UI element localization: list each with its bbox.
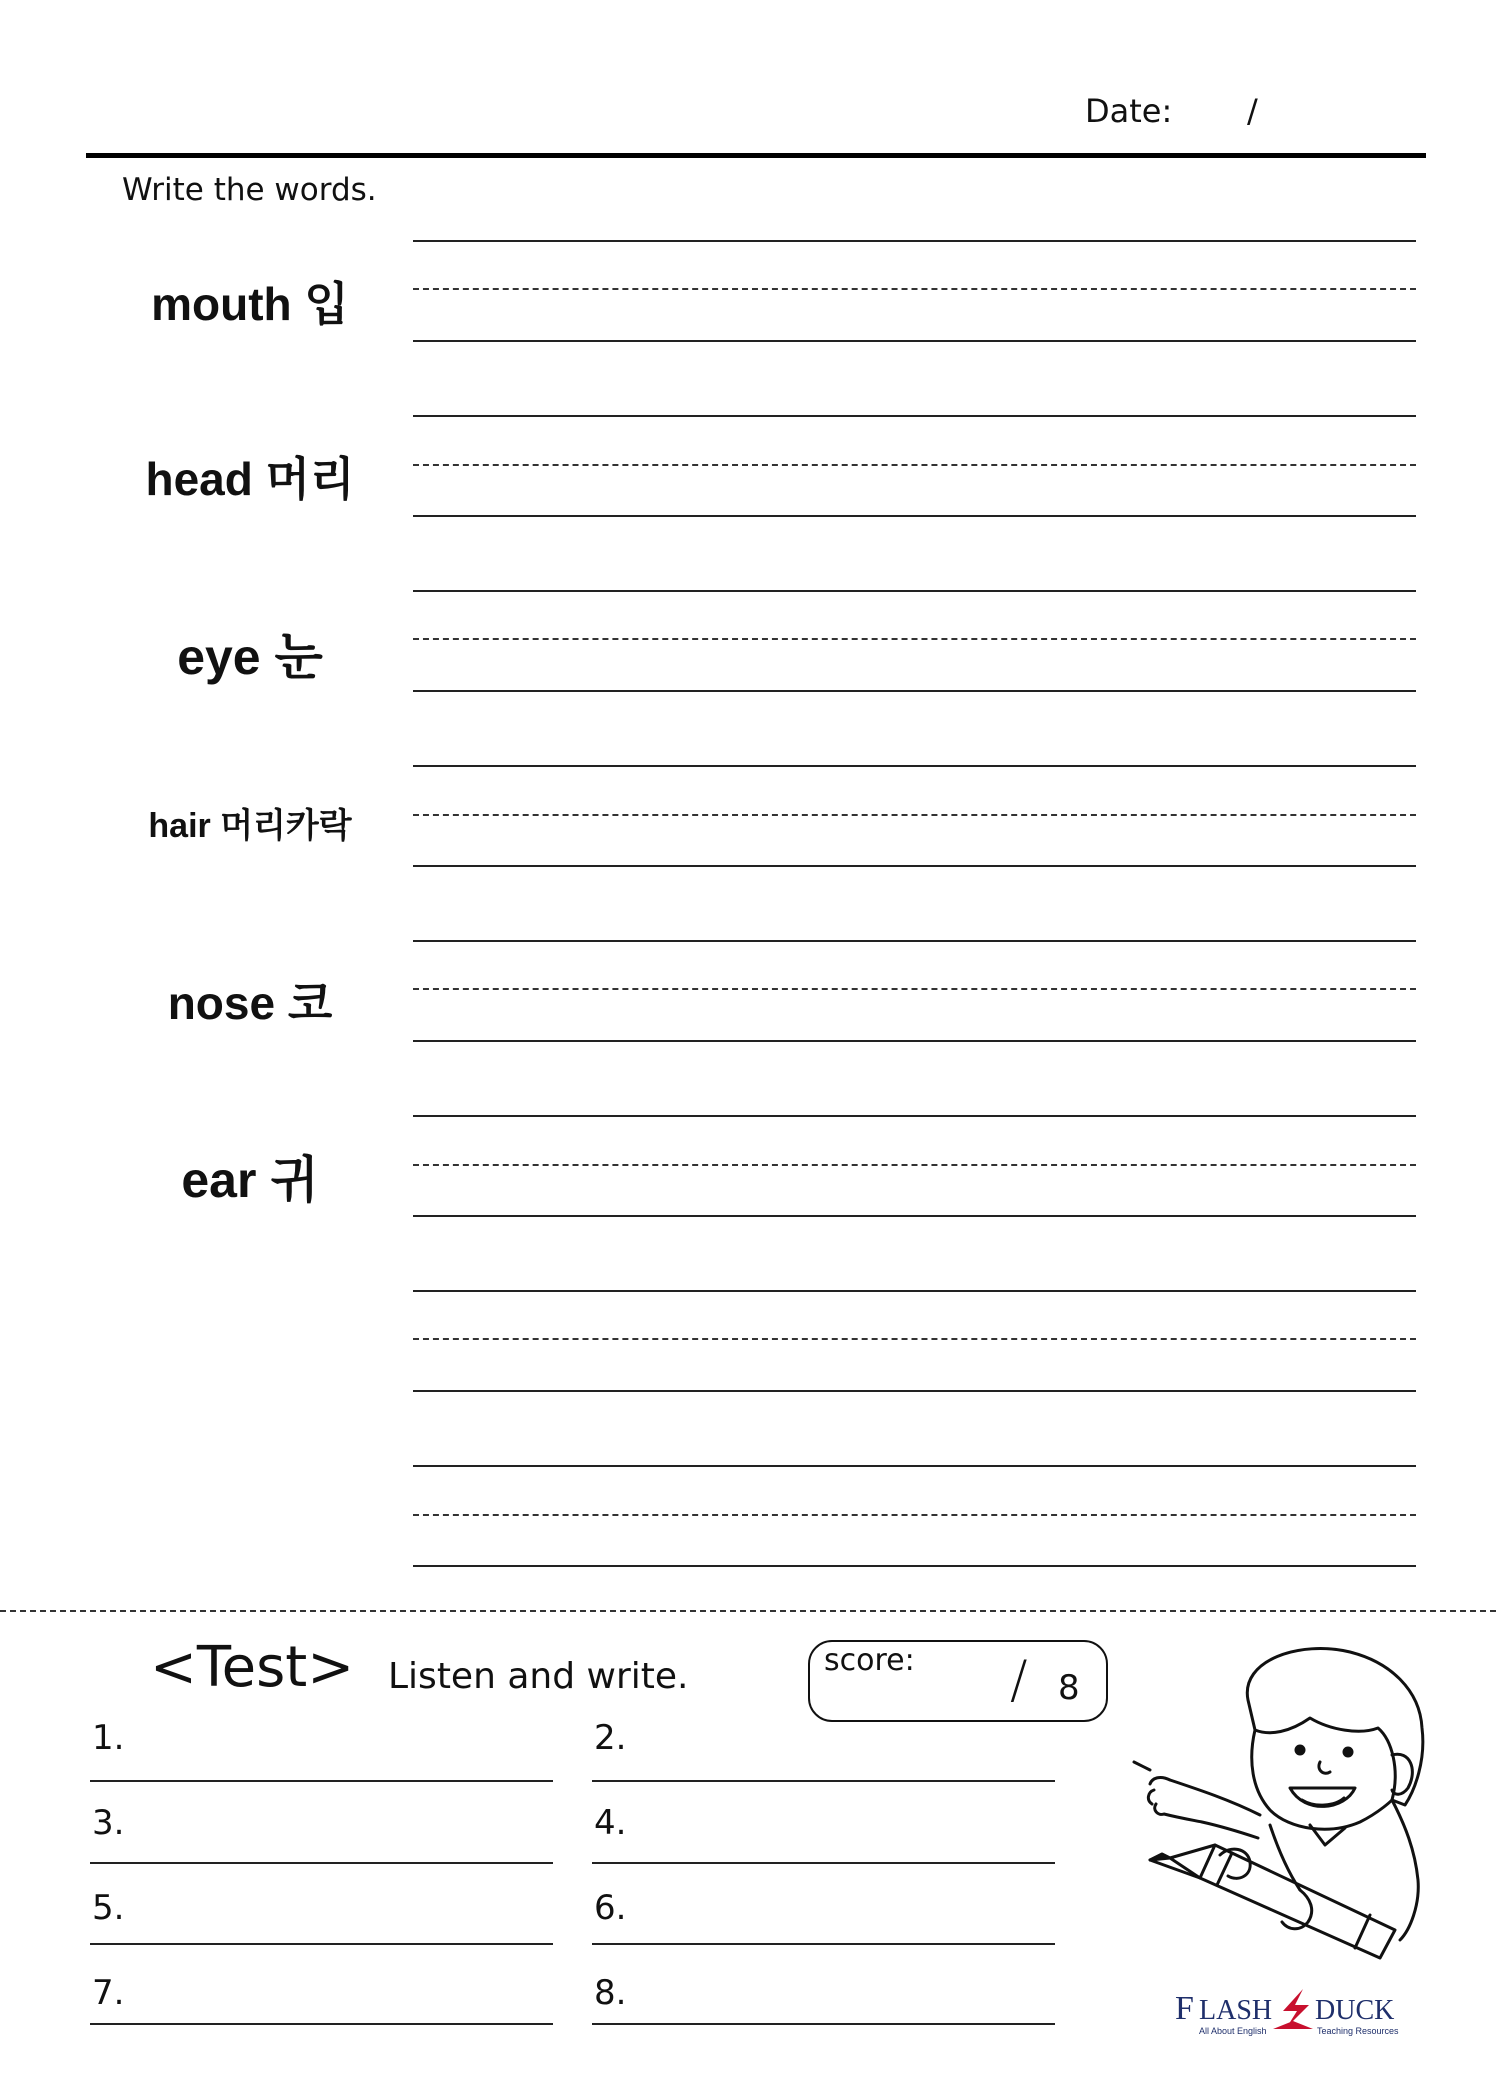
writing-top-line: [413, 590, 1416, 592]
answer-line[interactable]: [90, 1862, 553, 1864]
score-total: 8: [1058, 1668, 1080, 1708]
word-label: mouth 입: [151, 278, 349, 330]
answer-number: 3.: [92, 1803, 125, 1843]
writing-mid-line: [413, 1164, 1416, 1166]
writing-top-line: [413, 1115, 1416, 1117]
instructions: Write the words.: [122, 172, 377, 208]
writing-top-line: [413, 415, 1416, 417]
answer-number: 8.: [594, 1973, 627, 2013]
header-divider: [86, 153, 1426, 158]
lightning-icon: [1283, 1989, 1309, 2027]
writing-mid-line: [413, 814, 1416, 816]
answer-line[interactable]: [592, 2023, 1055, 2025]
writing-base-line: [413, 865, 1416, 867]
writing-top-line: [413, 1465, 1416, 1467]
svg-text:F: F: [1175, 1990, 1194, 2027]
writing-base-line: [413, 1390, 1416, 1392]
date-slash: /: [1247, 92, 1258, 130]
date-label: Date:: [1085, 92, 1173, 130]
answer-number: 7.: [92, 1973, 125, 2013]
writing-top-line: [413, 240, 1416, 242]
writing-base-line: [413, 1215, 1416, 1217]
writing-base-line: [413, 1040, 1416, 1042]
answer-number: 4.: [594, 1803, 627, 1843]
answer-number: 1.: [92, 1718, 125, 1758]
answer-line[interactable]: [592, 1780, 1055, 1782]
word-label: eye 눈: [177, 629, 323, 685]
writing-base-line: [413, 515, 1416, 517]
answer-number: 6.: [594, 1888, 627, 1928]
logo-tagline-right: Teaching Resources: [1317, 2026, 1399, 2036]
test-title: <Test>: [150, 1635, 355, 1700]
word-label: nose 코: [167, 977, 333, 1029]
book-icon: [1273, 2021, 1313, 2029]
logo-tagline-left: All About English: [1199, 2026, 1267, 2036]
writing-mid-line: [413, 1514, 1416, 1516]
score-slash: /: [1010, 1650, 1028, 1710]
writing-top-line: [413, 765, 1416, 767]
writing-top-line: [413, 940, 1416, 942]
writing-base-line: [413, 340, 1416, 342]
score-label: score:: [824, 1643, 915, 1678]
answer-line[interactable]: [90, 1943, 553, 1945]
writing-base-line: [413, 690, 1416, 692]
cut-line: [0, 1610, 1496, 1612]
writing-top-line: [413, 1290, 1416, 1292]
writing-mid-line: [413, 638, 1416, 640]
answer-line[interactable]: [90, 1780, 553, 1782]
writing-mid-line: [413, 988, 1416, 990]
word-label: hair 머리카락: [148, 807, 352, 845]
writing-base-line: [413, 1565, 1416, 1567]
logo-brand-right: DUCK: [1315, 1995, 1395, 2026]
answer-line[interactable]: [90, 2023, 553, 2025]
writing-mid-line: [413, 464, 1416, 466]
answer-number: 5.: [92, 1888, 125, 1928]
writing-mid-line: [413, 1338, 1416, 1340]
answer-line[interactable]: [592, 1943, 1055, 1945]
word-label: ear 귀: [181, 1152, 319, 1208]
answer-line[interactable]: [592, 1862, 1055, 1864]
word-label: head 머리: [145, 453, 355, 505]
writing-mid-line: [413, 288, 1416, 290]
test-subtitle: Listen and write.: [388, 1656, 689, 1697]
answer-number: 2.: [594, 1718, 627, 1758]
logo-brand-left: LASH: [1199, 1995, 1273, 2026]
flashduck-logo: [1175, 1985, 1475, 2037]
boy-with-pencil-illustration: [1130, 1640, 1460, 1960]
